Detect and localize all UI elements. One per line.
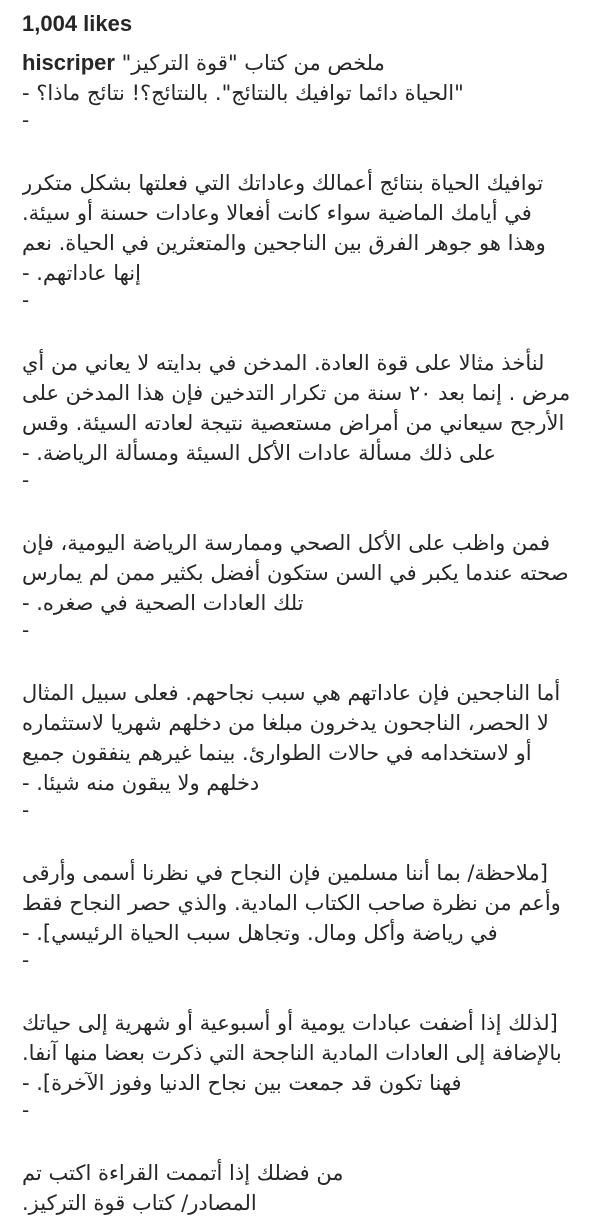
caption-line: على ذلك مسألة عادات الأكل السيئة ومسألة الرياضة. - bbox=[22, 441, 496, 465]
caption-line: إنها عاداتهم. - bbox=[22, 261, 141, 285]
caption-line: في رياضة وأكل ومال. وتجاهل سبب الحياة الرئيسي]. - bbox=[22, 921, 498, 945]
caption-gap bbox=[22, 132, 596, 168]
caption-gap bbox=[22, 642, 596, 678]
caption-line: فمن واظب على الأكل الصحي وممارسة الرياضة اليومية، فإن bbox=[22, 531, 551, 555]
caption-line: تلك العادات الصحية في صغره. - bbox=[22, 591, 304, 615]
caption-line: [لذلك إذا أضفت عبادات يومية أو أسبوعية أو شهرية إلى حياتك bbox=[22, 1011, 558, 1035]
caption-gap bbox=[22, 312, 596, 348]
post-caption bbox=[22, 48, 596, 1218]
likes-count[interactable]: 1,004 likes bbox=[22, 11, 133, 36]
caption-line: "الحياة دائما توافيك بالنتائج". بالنتائج؟! نتائج ماذا؟ - bbox=[22, 81, 464, 105]
caption-gap bbox=[22, 492, 596, 528]
caption-line: في أيامك الماضية سواء كانت أفعالا وعادات حسنة أو سيئة. bbox=[22, 201, 532, 225]
caption-line: لا الحصر، الناجحون يدخرون مبلغا من دخلهم شهريا لاستثماره bbox=[22, 711, 549, 735]
caption-line: توافيك الحياة بنتائج أعمالك وعاداتك التي فعلتها بشكل متكرر bbox=[22, 171, 544, 195]
caption-line: أو لاستخدامه في حالات الطوارئ. بينما غيرهم ينفقون جميع bbox=[22, 741, 532, 765]
caption-separator: - bbox=[22, 948, 30, 972]
caption-gap bbox=[22, 972, 596, 1008]
caption-line: وهذا هو جوهر الفرق بين الناجحين والمتعثرين في الحياة. نعم bbox=[22, 231, 546, 255]
caption-separator: - bbox=[22, 468, 30, 492]
caption-line: من فضلك إذا أتممت القراءة اكتب تم bbox=[22, 1161, 344, 1185]
caption-separator: - bbox=[22, 108, 30, 132]
caption-line: مرض . إنما بعد ٢٠ سنة من تكرار التدخين فإن هذا المدخن على bbox=[22, 381, 571, 405]
caption-separator: - bbox=[22, 618, 30, 642]
username-link[interactable]: hiscriper bbox=[22, 50, 115, 75]
caption-separator: - bbox=[22, 288, 30, 312]
caption-line: دخلهم ولا يبقون منه شيئا. - bbox=[22, 771, 260, 795]
caption-line: فهنا تكون قد جمعت بين نجاح الدنيا وفوز الآخرة]. - bbox=[22, 1071, 462, 1095]
caption-line: لنأخذ مثالا على قوة العادة. المدخن في بدايته لا يعاني من أي bbox=[22, 351, 545, 375]
caption-gap bbox=[22, 1122, 596, 1158]
caption-gap bbox=[22, 822, 596, 858]
caption-line: أما الناجحين فإن عاداتهم هي سبب نجاحهم. فعلى سبيل المثال bbox=[22, 681, 561, 705]
caption-separator: - bbox=[22, 798, 30, 822]
caption-first-line bbox=[22, 48, 596, 78]
caption-separator: - bbox=[22, 1098, 30, 1122]
caption-line: صحته عندما يكبر في السن ستكون أفضل بكثير ممن لم يمارس bbox=[22, 561, 569, 585]
caption-line: بالإضافة إلى العادات المادية الناجحة التي ذكرت بعضا منها آنفا. bbox=[22, 1041, 562, 1065]
caption-line: وأعم من نظرة صاحب الكتاب المادية. والذي حصر النجاح فقط bbox=[22, 891, 561, 915]
caption-line: [ملاحظة/ بما أننا مسلمين فإن النجاح في نظرنا أسمى وأرقى bbox=[22, 861, 548, 885]
caption-line: المصادر/ كتاب قوة التركيز. bbox=[22, 1191, 257, 1215]
caption-line: الأرجح سيعاني من أمراض مستعصية نتيجة لعادته السيئة. وقس bbox=[22, 411, 565, 435]
caption-text: "ملخص من كتاب "قوة التركيز bbox=[121, 51, 385, 75]
